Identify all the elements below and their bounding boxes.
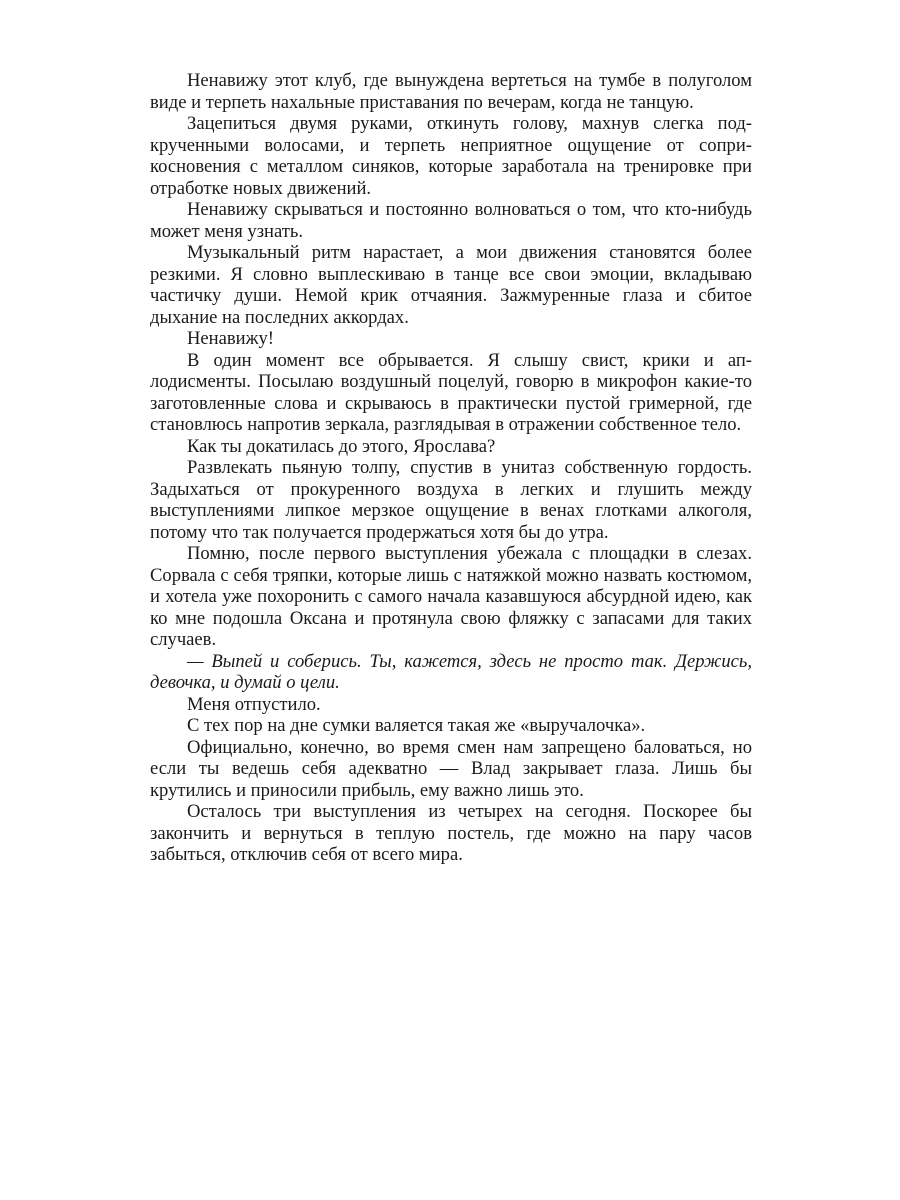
paragraph: Развлекать пьяную толпу, спустив в унитаз собственную гордость. Задыхаться от прокуренного воздуха в легких и глушить между выступлениями липкое мерзкое ощущение в венах глотками алкоголя, потому что так получается продержаться хотя бы до утра.	[150, 457, 752, 543]
paragraph: Ненавижу скрываться и постоянно волноваться о том, что кто-нибудь может меня узнать.	[150, 199, 752, 242]
paragraph: Меня отпустило.	[187, 693, 321, 715]
paragraph: Как ты докатилась до этого, Ярослава?	[187, 435, 496, 457]
paragraph: Зацепиться двумя руками, откинуть голову, махнув слегка подкрученными волосами, и терпеть неприятное ощущение от соприкосновения с металлом синяков, которые заработала на тренировке при отработке новых движений.	[150, 113, 752, 199]
paragraph: Помню, после первого выступления убежала с площадки в слезах. Сорвала с себя тряпки, которые лишь с натяжкой можно назвать костюмом, и хотела уже похоронить с самого начала казавшуюся абсурдной идею, как ко мне подошла Оксана и протянула свою фляжку с запасами для таких случаев.	[150, 543, 752, 650]
paragraph: Осталось три выступления из четырех на сегодня. Поскорее бы закончить и вернуться в теплую постель, где можно на пару часов забыться, отключив себя от всего мира.	[150, 801, 752, 865]
paragraph: Ненавижу!	[187, 328, 274, 349]
dialogue-paragraph: — Выпей и соберись. Ты, кажется, здесь не просто так. Держись, девочка, и думай о цели.	[150, 650, 752, 693]
paragraph: В один момент все обрывается. Я слышу свист, крики и аплодисменты. Посылаю воздушный поцелуй, говорю в микрофон какие-то заготовленные слова и скрываюсь в практически пустой гримерной, где становлюсь напротив зеркала, разглядывая в отражении собственное тело.	[150, 349, 752, 435]
paragraph: С тех пор на дне сумки валяется такая же «выручалочка».	[187, 715, 646, 736]
paragraph: Ненавижу этот клуб, где вынуждена вертеться на тумбе в полуголом виде и терпеть нахальные приставания по вечерам, когда не танцую.	[150, 70, 752, 113]
paragraph: Музыкальный ритм нарастает, а мои движения становятся более резкими. Я словно выплескиваю в танце все свои эмоции, вкладываю частичку души. Немой крик отчаяния. Зажмуренные глаза и сбитое дыхание на последних аккордах.	[150, 242, 752, 328]
page-text-body	[150, 70, 752, 866]
paragraph: Официально, конечно, во время смен нам запрещено баловаться, но если ты ведешь себя адекватно — Влад закрывает глаза. Лишь бы крутились и приносили прибыль, ему важно лишь это.	[150, 736, 752, 801]
